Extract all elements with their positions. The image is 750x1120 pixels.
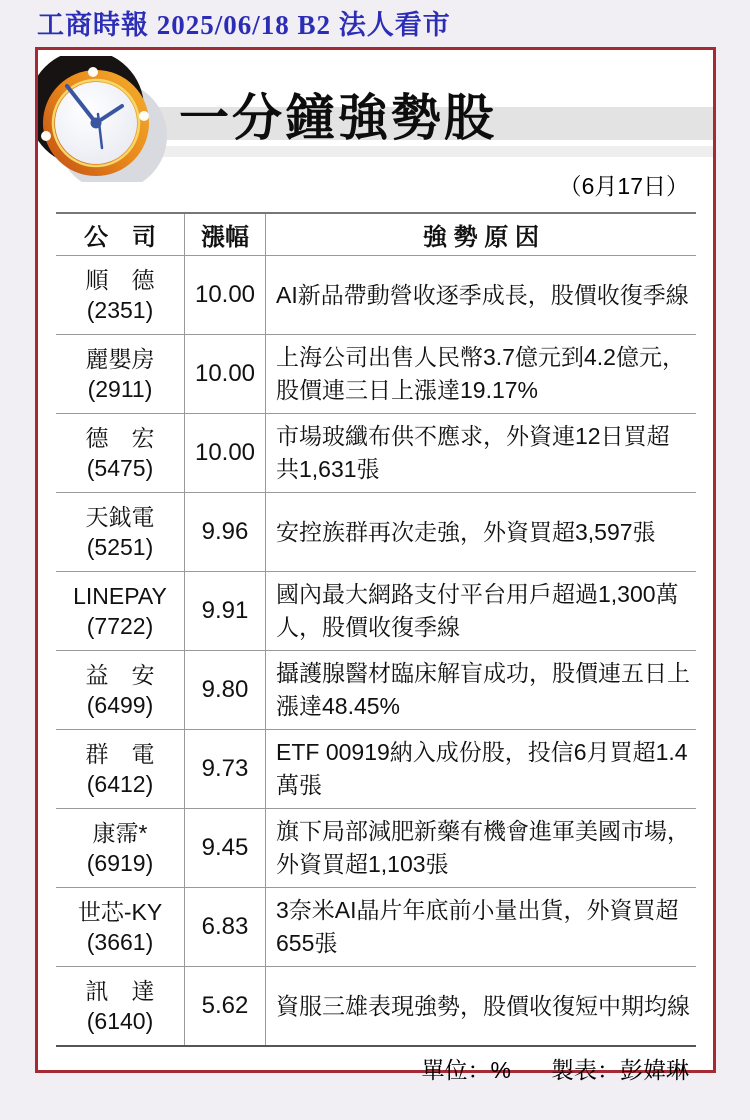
company-name: 天鉞電 xyxy=(85,504,155,530)
company-name: 群 電 xyxy=(85,741,155,767)
table-row xyxy=(56,334,696,413)
company-name: 德 宏 xyxy=(85,425,155,451)
change-cell xyxy=(184,651,266,729)
change-cell xyxy=(184,256,266,334)
table-row xyxy=(56,571,696,650)
change-cell xyxy=(184,572,266,650)
stock-code: (6499) xyxy=(86,692,154,718)
reason-cell xyxy=(266,414,696,492)
page-title: 一分鐘強勢股 xyxy=(179,90,497,146)
reason-text: 3奈米AI晶片年底前小量出貨，外資買超655張 xyxy=(276,897,679,956)
change-cell xyxy=(184,414,266,492)
company-name: LINEPAY xyxy=(73,583,167,609)
stock-code: (3661) xyxy=(86,929,154,955)
change-value: 10.00 xyxy=(194,439,256,466)
stock-code: (6412) xyxy=(86,771,154,797)
reason-cell xyxy=(266,967,696,1045)
reason-cell xyxy=(266,572,696,650)
reason-cell xyxy=(266,493,696,571)
stock-code: (7722) xyxy=(86,613,154,639)
change-value: 9.91 xyxy=(201,597,249,624)
company-cell xyxy=(56,967,184,1045)
company-cell xyxy=(56,809,184,887)
reason-text: 國內最大網路支付平台用戶超過1,300萬人，股價收復季線 xyxy=(276,581,679,640)
stock-code: (2351) xyxy=(86,297,154,323)
company-cell xyxy=(56,414,184,492)
reason-cell xyxy=(266,256,696,334)
change-value: 9.73 xyxy=(201,755,249,782)
table-header-row xyxy=(56,214,696,255)
change-value: 9.45 xyxy=(201,834,249,861)
company-cell xyxy=(56,888,184,966)
data-date: （6月17日） xyxy=(558,173,689,199)
col-header-change: 漲幅 xyxy=(184,214,266,255)
reason-text: ETF 00919納入成份股，投信6月買超1.4萬張 xyxy=(276,739,688,798)
table-row xyxy=(56,492,696,571)
company-cell xyxy=(56,335,184,413)
stock-code: (5475) xyxy=(86,455,154,481)
reason-cell xyxy=(266,651,696,729)
reason-text: 資服三雄表現強勢，股價收復短中期均線 xyxy=(276,992,690,1019)
reason-text: 安控族群再次走強，外資買超3,597張 xyxy=(276,518,656,545)
change-value: 9.96 xyxy=(201,518,249,545)
reason-cell xyxy=(266,335,696,413)
stock-code: (6919) xyxy=(86,850,154,876)
table-row xyxy=(56,729,696,808)
change-cell xyxy=(184,967,266,1045)
newspaper-source-line: 工商時報 2025/06/18 B2 法人看市 xyxy=(37,10,451,40)
change-cell xyxy=(184,730,266,808)
change-value: 10.00 xyxy=(194,281,256,308)
masthead xyxy=(38,50,713,210)
company-name: 康霈* xyxy=(92,820,148,846)
table-row xyxy=(56,650,696,729)
col-header-company: 公 司 xyxy=(84,224,156,251)
col-header-reason: 強 勢 原 因 xyxy=(422,224,539,251)
table-row xyxy=(56,966,696,1045)
change-cell xyxy=(184,809,266,887)
change-cell xyxy=(184,888,266,966)
reason-cell xyxy=(266,809,696,887)
unit-label: 單位：% xyxy=(421,1057,511,1083)
reason-cell xyxy=(266,730,696,808)
table-footer xyxy=(56,1052,689,1085)
strong-stocks-table xyxy=(56,212,696,1047)
reason-cell xyxy=(266,888,696,966)
change-cell xyxy=(184,493,266,571)
company-name: 麗嬰房 xyxy=(85,346,155,372)
reason-text: AI新品帶動營收逐季成長，股價收復季線 xyxy=(276,281,689,308)
reason-text: 上海公司出售人民幣3.7億元到4.2億元，股價連三日上漲達19.17% xyxy=(276,344,685,403)
reason-text: 旗下局部減肥新藥有機會進軍美國市場，外資買超1,103張 xyxy=(276,818,690,877)
change-value: 5.62 xyxy=(201,992,249,1019)
credit-label: 製表：彭媁琳 xyxy=(551,1057,689,1083)
company-cell xyxy=(56,651,184,729)
stock-code: (6140) xyxy=(86,1008,154,1034)
stock-code: (5251) xyxy=(86,534,154,560)
table-row xyxy=(56,255,696,334)
company-name: 世芯-KY xyxy=(77,899,163,925)
change-cell xyxy=(184,335,266,413)
change-value: 10.00 xyxy=(194,360,256,387)
company-name: 順 德 xyxy=(85,267,155,293)
change-value: 9.80 xyxy=(201,676,249,703)
table-row xyxy=(56,887,696,966)
reason-text: 攝護腺醫材臨床解盲成功，股價連五日上漲達48.45% xyxy=(276,660,690,719)
company-cell xyxy=(56,730,184,808)
article-frame xyxy=(35,47,716,1083)
reason-text: 市場玻纖布供不應求，外資連12日買超共1,631張 xyxy=(276,423,670,482)
company-cell xyxy=(56,493,184,571)
company-cell xyxy=(56,572,184,650)
table-row xyxy=(56,808,696,887)
stock-code: (2911) xyxy=(87,376,153,402)
company-name: 益 安 xyxy=(85,662,155,688)
company-name: 訊 達 xyxy=(85,978,155,1004)
change-value: 6.83 xyxy=(201,913,249,940)
table-row xyxy=(56,413,696,492)
company-cell xyxy=(56,256,184,334)
